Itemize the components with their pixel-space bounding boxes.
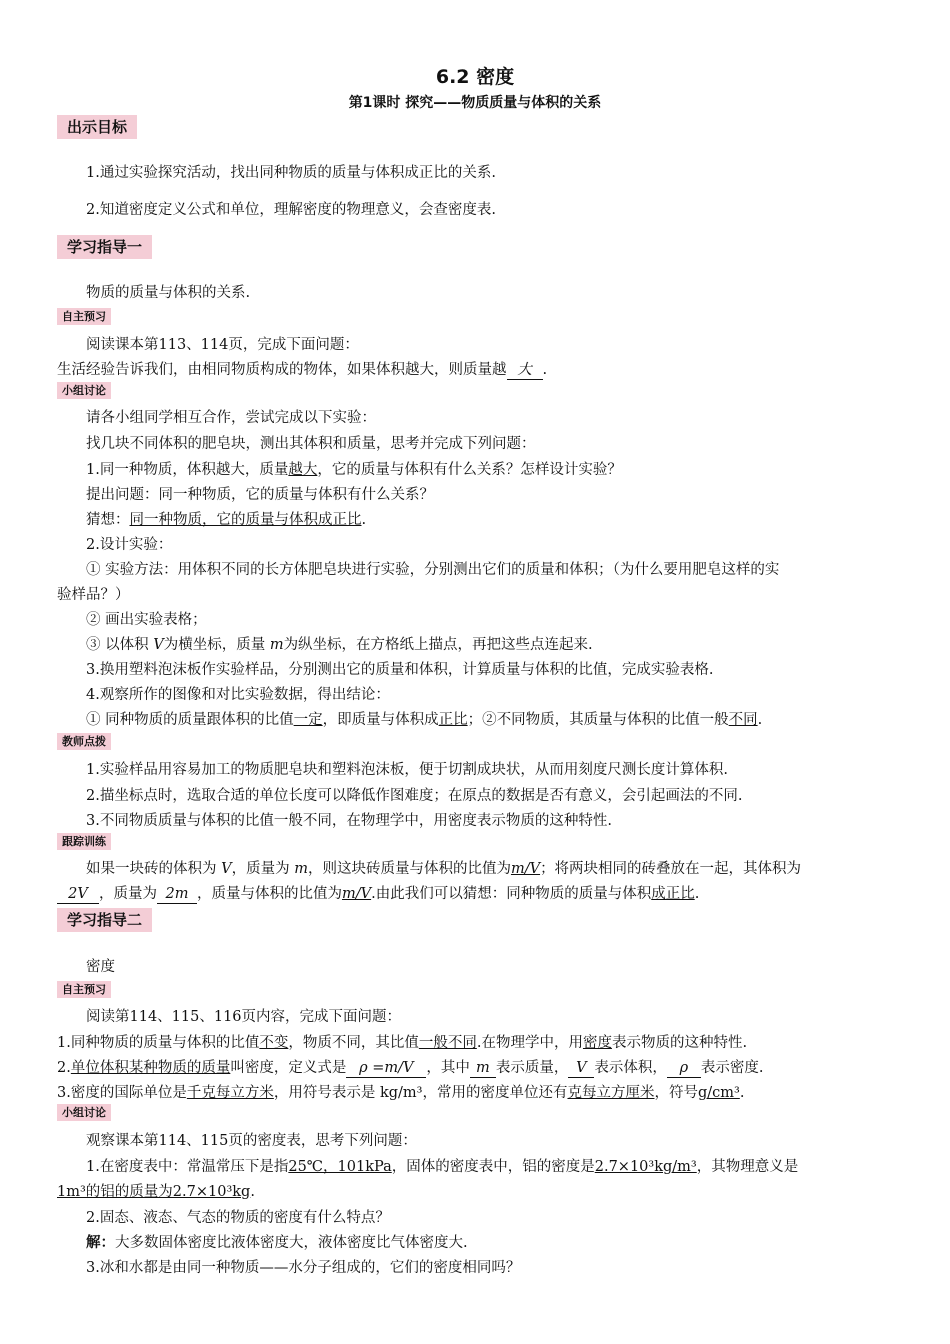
guide2-discuss-line: 3.冰和水都是由同一种物质——水分子组成的，它们的密度相同吗？ xyxy=(86,1260,521,1276)
guide2-preview-intro: 阅读第114、115、116页内容，完成下面问题： xyxy=(86,1009,402,1025)
text-fragment: . xyxy=(542,362,548,378)
text-fragment: . xyxy=(250,1184,255,1200)
teacher-note: 1.实验样品用容易加工的物质肥皂块和塑料泡沫板，便于切割成块状，从而用刻度尺测长度计算体积. xyxy=(86,762,728,778)
text-fragment: 猜想： xyxy=(86,512,130,528)
answer-underline: 克每立方厘米 xyxy=(567,1085,655,1101)
page-subtitle: 第1课时 探究——物质质量与体积的关系 xyxy=(348,95,602,111)
answer-underline: 密度 xyxy=(582,1035,612,1051)
answer-label: 解： xyxy=(86,1234,115,1251)
guide2-discuss-line xyxy=(86,1233,468,1253)
objective-item: 1.通过实验探究活动，找出同种物质的质量与体积成正比的关系. xyxy=(86,165,496,181)
guide1-preview-question xyxy=(57,360,547,380)
text-fragment: ，质量为 xyxy=(99,886,157,902)
guide1-discuss-line xyxy=(86,710,762,730)
text-fragment: .在物理学中，用 xyxy=(476,1035,583,1051)
tag-preview: 自主预习 xyxy=(57,308,111,325)
text-fragment: 生活经验告诉我们，由相同物质构成的物体，如果体积越大，则质量越 xyxy=(57,362,507,378)
guide1-discuss-line: ① 实验方法：用体积不同的长方体肥皂块进行实验，分别测出它们的质量和体积；（为什么要用肥皂这样的实 xyxy=(86,562,780,578)
section-banner-objectives: 出示目标 xyxy=(57,115,137,139)
answer-blank: V xyxy=(568,1060,594,1078)
answer-blank: 大 xyxy=(507,362,543,380)
text-fragment: ，其中 xyxy=(426,1060,470,1076)
text-fragment: ，质量为 xyxy=(231,861,295,877)
text-fragment: 叫密度，定义式是 xyxy=(230,1060,347,1076)
answer-underline: 一定 xyxy=(293,712,323,728)
answer-blank: 2V xyxy=(57,886,99,904)
section-banner-guide1: 学习指导一 xyxy=(57,235,152,259)
text-fragment: ，固体的密度表中，铝的密度是 xyxy=(391,1159,595,1175)
answer-underline: 同一种物质，它的质量与体积成正比 xyxy=(129,512,362,528)
tag-training: 跟踪训练 xyxy=(57,833,111,850)
tag-discussion: 小组讨论 xyxy=(57,1104,111,1121)
symbol-v: V xyxy=(153,637,164,653)
text-fragment: ，物质不同，其比值 xyxy=(288,1035,419,1051)
answer-underline: 25℃，101kPa xyxy=(288,1159,392,1175)
text-fragment: 表示物质的这种特性. xyxy=(611,1035,748,1051)
text-fragment: ，即质量与体积成 xyxy=(322,712,439,728)
text-fragment: 大多数固体密度比液体密度大，液体密度比气体密度大. xyxy=(115,1235,468,1251)
text-fragment: 3.密度的国际单位是 xyxy=(57,1085,187,1101)
text-fragment: ③ 以体积 xyxy=(86,637,154,653)
symbol-v: V xyxy=(221,861,232,877)
guide1-discuss-line xyxy=(86,460,622,480)
answer-blank: m xyxy=(470,1060,496,1078)
answer-underline: 单位体积某种物质的质量 xyxy=(70,1060,231,1076)
page-title: 6.2 密度 xyxy=(435,66,515,88)
text-fragment: ，质量与体积的比值为 xyxy=(197,886,342,902)
guide1-discuss-line: 提出问题：同一种物质，它的质量与体积有什么关系？ xyxy=(86,487,434,503)
guide1-discuss-line: 3.换用塑料泡沫板作实验样品，分别测出它的质量和体积，计算质量与体积的比值，完成实验表格. xyxy=(86,662,714,678)
text-fragment: 表示密度. xyxy=(700,1060,764,1076)
answer-underline: 不同 xyxy=(728,712,758,728)
text-fragment: . xyxy=(757,712,763,728)
text-fragment: . xyxy=(739,1085,745,1101)
tag-preview: 自主预习 xyxy=(57,981,111,998)
text-fragment: ，用符号表示是 kg/m³，常用的密度单位还有 xyxy=(273,1085,568,1101)
guide2-discuss-line: 2.固态、液态、气态的物质的密度有什么特点？ xyxy=(86,1210,390,1226)
guide2-preview-line xyxy=(57,1033,747,1053)
teacher-note: 2.描坐标点时，选取合适的单位长度可以降低作图难度；在原点的数据是否有意义，会引起画法的不同. xyxy=(86,788,743,804)
guide1-discuss-line: 2.设计实验： xyxy=(86,537,173,553)
guide2-topic: 密度 xyxy=(86,959,115,975)
text-fragment: ，符号 xyxy=(654,1085,698,1101)
text-fragment: 表示体积， xyxy=(594,1060,667,1076)
text-fragment: 2. xyxy=(57,1060,71,1076)
answer-underline: 千克每立方米 xyxy=(186,1085,274,1101)
symbol-m: m xyxy=(269,637,284,653)
guide1-discuss-line: ② 画出实验表格； xyxy=(86,612,207,628)
answer-blank: ρ xyxy=(667,1060,701,1078)
symbol-m: m xyxy=(294,861,308,877)
guide1-discuss-line: 4.观察所作的图像和对比实验数据，得出结论： xyxy=(86,687,390,703)
guide1-discuss-line: 找几块不同体积的肥皂块，测出其体积和质量，思考并完成下列问题： xyxy=(86,436,536,452)
text-fragment: .由此我们可以猜想：同种物质的质量与体积 xyxy=(371,886,652,902)
guide1-discuss-line xyxy=(86,510,366,530)
answer-underline: 2.7×10³kg/m³ xyxy=(594,1159,697,1175)
guide2-discuss-line: 观察课本第114、115页的密度表，思考下列问题： xyxy=(86,1133,417,1149)
training-line xyxy=(57,884,699,904)
guide1-discuss-line: 请各小组同学相互合作，尝试完成以下实验： xyxy=(86,410,376,426)
text-fragment: ；②不同物质，其质量与体积的比值一般 xyxy=(467,712,729,728)
training-line xyxy=(86,859,801,879)
answer-underline: 越大 xyxy=(288,462,318,478)
text-fragment: 表示质量， xyxy=(495,1060,569,1076)
guide2-preview-line xyxy=(57,1083,744,1103)
text-fragment: ，则这块砖质量与体积的比值为 xyxy=(307,861,511,877)
text-fragment: 1.同种物质的质量与体积的比值 xyxy=(57,1035,260,1051)
answer-underline: m/V xyxy=(342,886,372,902)
text-fragment: ① 同种物质的质量跟体积的比值 xyxy=(86,712,294,728)
guide1-topic: 物质的质量与体积的关系. xyxy=(86,285,251,301)
tag-discussion: 小组讨论 xyxy=(57,382,111,399)
objective-item: 2.知道密度定义公式和单位，理解密度的物理意义，会查密度表. xyxy=(86,202,496,218)
guide2-discuss-line xyxy=(57,1182,255,1202)
guide2-preview-line xyxy=(57,1058,763,1078)
text-fragment: 为纵坐标，在方格纸上描点，再把这些点连起来. xyxy=(283,637,593,653)
text-fragment: . xyxy=(361,512,367,528)
answer-blank: ρ =m/V xyxy=(346,1060,426,1078)
text-fragment: 1.同一种物质，体积越大，质量 xyxy=(86,462,289,478)
text-fragment: 为横坐标，质量 xyxy=(163,637,270,653)
answer-underline: 正比 xyxy=(438,712,468,728)
answer-underline: 成正比 xyxy=(651,886,695,902)
tag-teacher: 教师点拨 xyxy=(57,733,111,750)
answer-underline: 1m³的铝的质量为2.7×10³kg xyxy=(57,1184,251,1200)
text-fragment: ，其物理意义是 xyxy=(696,1159,799,1175)
teacher-note: 3.不同物质质量与体积的比值一般不同，在物理学中，用密度表示物质的这种特性. xyxy=(86,813,612,829)
guide1-discuss-line: 验样品？） xyxy=(57,587,130,603)
answer-underline: 不变 xyxy=(259,1035,289,1051)
answer-underline: 一般不同 xyxy=(418,1035,477,1051)
guide2-discuss-line xyxy=(86,1157,798,1177)
text-fragment: . xyxy=(694,886,700,902)
text-fragment: 1.在密度表中：常温常压下是指 xyxy=(86,1159,289,1175)
answer-underline: g/cm³ xyxy=(697,1085,740,1101)
section-banner-guide2: 学习指导二 xyxy=(57,908,152,932)
text-fragment: ；将两块相同的砖叠放在一起，其体积为 xyxy=(540,861,802,877)
text-fragment: ，它的质量与体积有什么关系？怎样设计实验？ xyxy=(317,462,622,478)
answer-blank: 2m xyxy=(157,886,197,904)
guide1-preview-intro: 阅读课本第113、114页，完成下面问题： xyxy=(86,337,359,353)
text-fragment: 如果一块砖的体积为 xyxy=(86,861,222,877)
guide1-discuss-line xyxy=(86,635,593,655)
answer-underline: m/V xyxy=(510,861,541,877)
